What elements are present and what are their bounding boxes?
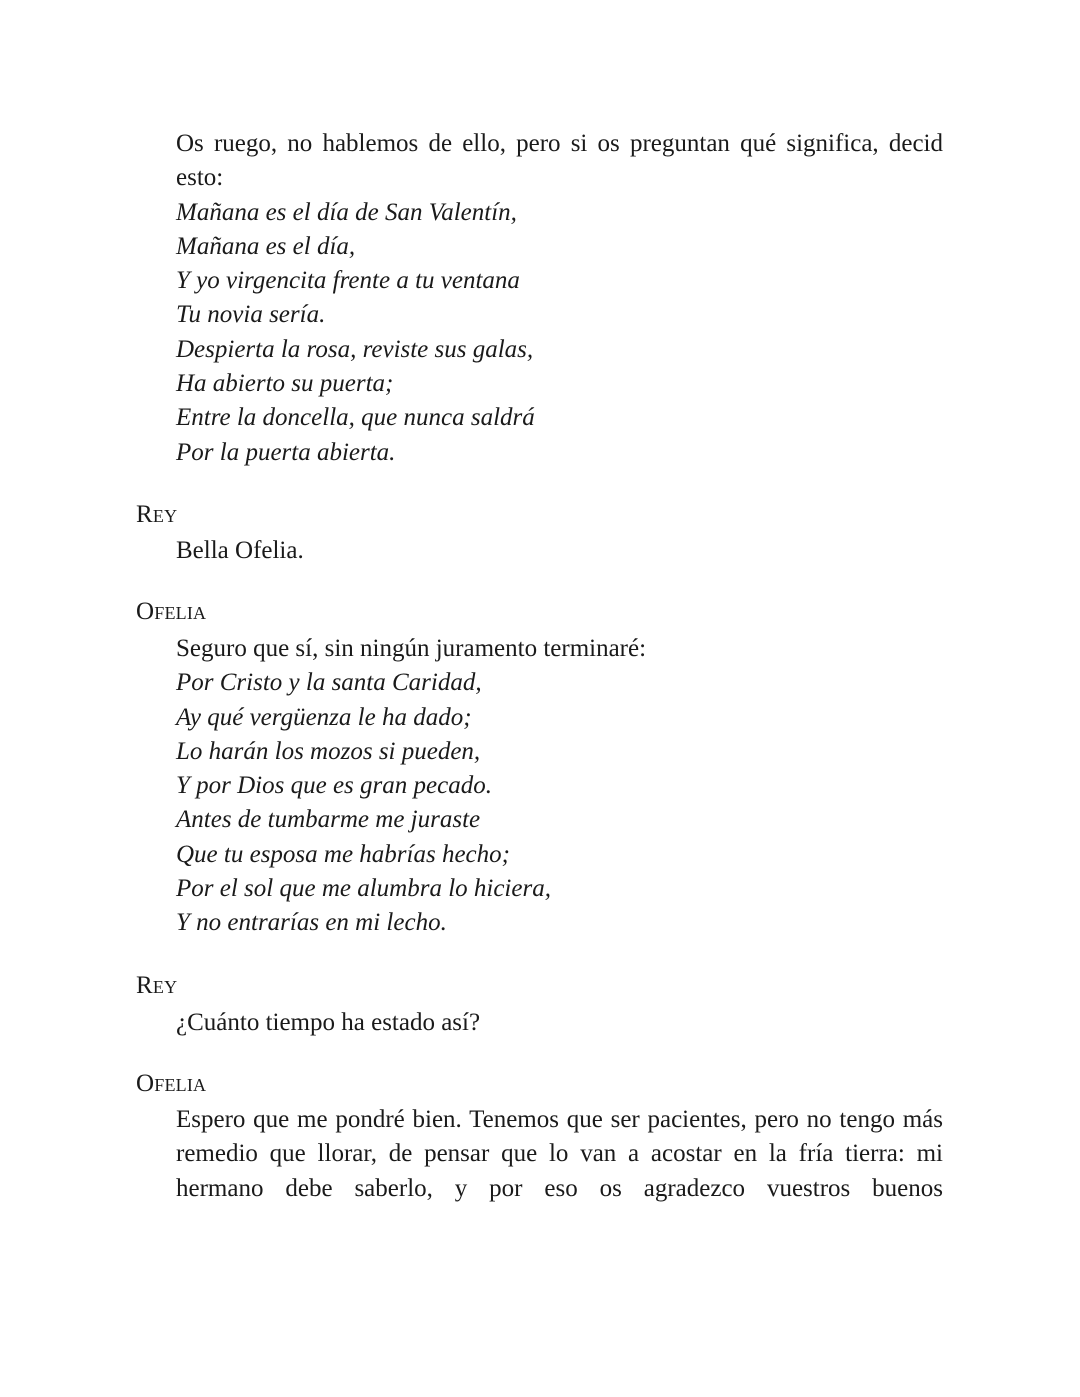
speaker-name: Rey <box>136 501 178 528</box>
speech-line: ¿Cuánto tiempo ha estado así? <box>176 1009 481 1036</box>
speaker-name: Rey <box>136 972 178 999</box>
verse-stanza <box>176 666 943 940</box>
verse-line: Y yo virgencita frente a tu ventana <box>176 267 520 295</box>
speech-block-2 <box>176 534 943 568</box>
speech-line: Bella Ofelia. <box>176 537 304 564</box>
verse-line: Mañana es el día, <box>176 232 356 260</box>
verse-line: Antes de tumbarme me juraste <box>176 806 481 834</box>
prose-paragraph: Os ruego, no hablemos de ello, pero si os preguntan qué significa, decid esto: <box>176 130 943 192</box>
verse-line: Ha abierto su puerta; <box>176 370 394 398</box>
speaker-name: Ofelia <box>136 1070 207 1097</box>
verse-line: Lo harán los mozos si pueden, <box>176 737 481 765</box>
prose-paragraph: Espero que me pondré bien. Tenemos que ser pacientes, pero no tengo más remedio que llorar, de pensar que lo van a acostar en la fría tierra: mi hermano debe saberlo, y por eso os agradezco vuestros buenos <box>176 1106 943 1202</box>
speech-block-5 <box>176 1103 943 1206</box>
verse-line: Que tu esposa me habrías hecho; <box>176 840 510 868</box>
speech-block-3 <box>176 632 943 941</box>
speech-block-1 <box>176 127 943 470</box>
verse-line: Y no entrarías en mi lecho. <box>176 909 447 937</box>
speech-block-4 <box>176 1006 943 1040</box>
verse-line: Entre la doncella, que nunca saldrá <box>176 404 535 432</box>
verse-line: Mañana es el día de San Valentín, <box>176 198 517 226</box>
verse-line: Despierta la rosa, reviste sus galas, <box>176 335 534 363</box>
speech-line: Seguro que sí, sin ningún juramento terminaré: <box>176 635 647 662</box>
speaker-name: Ofelia <box>136 598 207 625</box>
verse-line: Por la puerta abierta. <box>176 438 396 466</box>
verse-line: Tu novia sería. <box>176 301 326 329</box>
verse-line: Ay qué vergüenza le ha dado; <box>176 703 472 731</box>
verse-line: Y por Dios que es gran pecado. <box>176 772 492 800</box>
verse-line: Por el sol que me alumbra lo hiciera, <box>176 875 551 903</box>
verse-line: Por Cristo y la santa Caridad, <box>176 669 482 697</box>
verse-stanza <box>176 196 943 470</box>
